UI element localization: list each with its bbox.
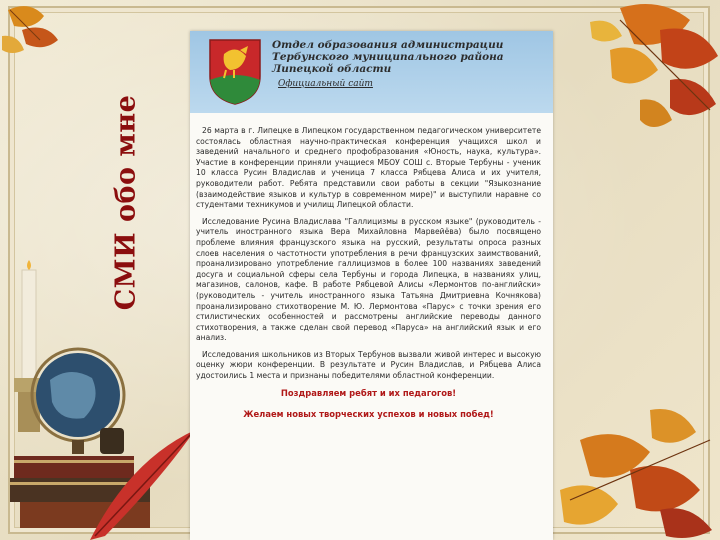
still-life-illustration (0, 260, 200, 540)
org-name-line-1: Отдел образования администрации (272, 39, 504, 51)
article-body (190, 113, 553, 419)
autumn-leaves-top-left (0, 0, 110, 90)
article-paragraph-1: 26 марта в г. Липецке в Липецком государственном педагогическом университете состоялась областная научно-практическая конференция учащихся школ и заведений начального и среднего профобразования «Юность, наука, культура». Участие в конференции приняли учащиеся МБОУ СОШ с. Вторые Тербуны - ученик 10 класса Русин Владислав и ученица 7 класса Рябцева Алиса и их учителя, руководители работ. Ребята представили свои работы в секции "Языкознание (взаимодействие языков и культур в современном мире)" и выступили наравне со студентами техникумов и училищ Липецкой области. (196, 126, 541, 210)
organization-name (272, 39, 542, 75)
autumn-leaves-top-right (550, 0, 720, 150)
org-name-line-3: Липецкой области (272, 63, 392, 75)
site-header (190, 31, 553, 113)
article-paragraph-2: Исследование Русина Владислава "Галлицизмы в русском языке" (руководитель - учитель иностранного языка Вера Михайловна Марвейёва) было посвящено проблеме влияния французского языка на русский, результаты опроса разных слоев населения о частотности употребления в речи французских заимствований, проанализировано употребление галлицизмов в более 100 названиях заведений досуга и социальной сферы села Тербуны и города Липецка, в названиях улиц, магазинов, салонов, кафе. В работе Рябцевой Алисы «Лермонтов по-английски» (руководитель - учитель иностранного языка Татьяна Дмитриевна Кочнякова) проанализировано стихотворение М. Ю. Лермонтова «Парус» с точки зрения его стилистических особенностей и рассмотрены английские переводы данного стихотворения, а также сделан свой перевод «Паруса» на английский язык и его анализ. (196, 216, 541, 343)
org-name-line-2: Тербунского муниципального района (272, 51, 504, 63)
site-label: Официальный сайт (278, 79, 373, 89)
article-paragraph-3: Исследования школьников из Вторых Тербунов вызвали живой интерес и высокую оценку жюри конференции. В результате и Русин Владислав, и Рябцева Алиса удостоились 1 места и признаны победителями областной конференции. (196, 349, 541, 381)
slide-vertical-title (104, 90, 148, 314)
newspaper-clipping (190, 31, 553, 540)
wishes-line: Желаем новых творческих успехов и новых побед! (243, 408, 494, 419)
congratulations-line: Поздравляем ребят и их педагогов! (280, 387, 457, 398)
slide-title-text: СМИ обо мне (110, 94, 142, 310)
autumn-leaves-bottom-right (540, 380, 720, 540)
coat-of-arms-icon (206, 36, 264, 106)
